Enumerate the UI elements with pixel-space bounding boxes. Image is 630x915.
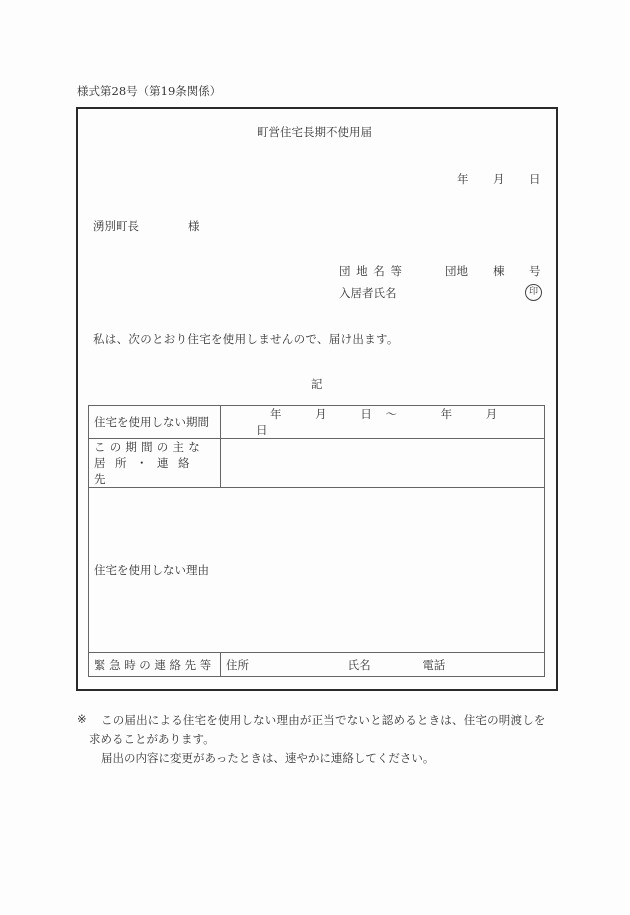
emergency-phone-label: 電話 <box>422 657 446 672</box>
residence-label-line1: この期間の主な <box>94 440 204 454</box>
reason-label: 住宅を使用しない理由 <box>94 563 209 577</box>
form-number: 様式第28号（第19条関係） <box>77 84 222 98</box>
residence-field[interactable] <box>221 439 545 488</box>
table-row-reason <box>89 488 545 653</box>
danchi-label: 団地 <box>445 264 468 278</box>
period-start-year: 年 <box>270 407 282 421</box>
housing-label: 団 地 名 等 <box>339 264 403 278</box>
addressee-honorific: 様 <box>188 219 200 233</box>
table-row-period <box>89 406 545 439</box>
period-end-day: 日 <box>256 423 268 437</box>
ki-heading: 記 <box>311 377 323 391</box>
emergency-address-label: 住所 <box>226 657 249 672</box>
emergency-field[interactable] <box>221 653 545 677</box>
detail-table <box>88 405 545 677</box>
form-title: 町営住宅長期不使用届 <box>257 125 372 139</box>
statement-text: 私は、次のとおり住宅を使用しませんので、届け出ます。 <box>93 332 399 346</box>
resident-name-label: 入居者氏名 <box>339 286 397 300</box>
table-row-emergency <box>89 653 545 677</box>
residence-label-line2: 居所・連絡先 <box>94 456 199 486</box>
building-label: 棟 <box>493 264 505 278</box>
date-day-label: 日 <box>529 172 541 186</box>
note-line1: この届出による住宅を使用しない理由が正当でないと認めるときは、住宅の明渡しを <box>101 713 546 727</box>
note-line2: 求めることがあります。 <box>89 732 215 746</box>
seal-icon: 印 <box>525 284 542 301</box>
note-mark: ※ <box>77 712 87 726</box>
period-label: 住宅を使用しない期間 <box>89 406 221 439</box>
reason-field[interactable] <box>89 488 545 653</box>
date-month-label: 月 <box>493 172 505 186</box>
period-start-day: 日 <box>360 407 372 421</box>
period-tilde: 〜 <box>385 407 397 421</box>
emergency-label: 緊急時の連絡先等 <box>89 653 221 677</box>
date-year-label: 年 <box>457 172 469 186</box>
residence-label <box>89 439 221 488</box>
addressee-name: 湧別町長 <box>93 219 139 233</box>
period-end-month: 月 <box>485 407 498 421</box>
table-row-residence <box>89 439 545 488</box>
note-line3: 届出の内容に変更があったときは、速やかに連絡してください。 <box>101 751 435 765</box>
unit-number-label: 号 <box>529 264 541 278</box>
emergency-name-label: 氏名 <box>347 657 371 672</box>
period-end-year: 年 <box>440 407 453 421</box>
period-field[interactable] <box>221 406 545 439</box>
period-start-month: 月 <box>315 407 327 421</box>
